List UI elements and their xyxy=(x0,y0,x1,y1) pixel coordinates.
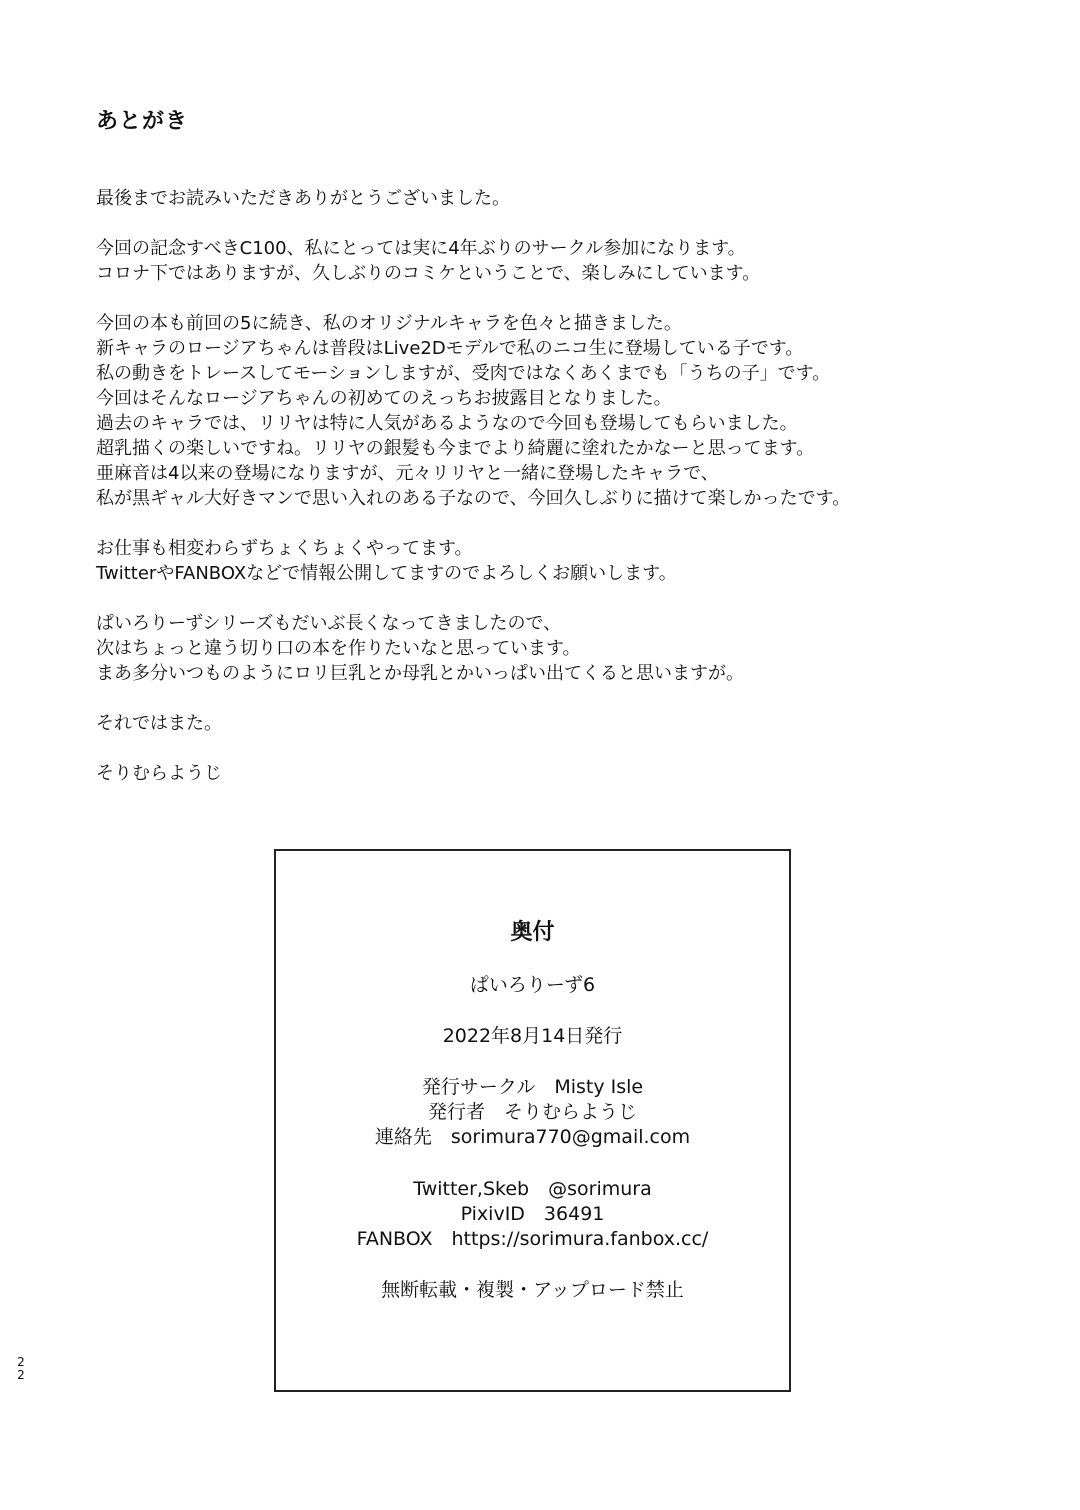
afterword-section xyxy=(96,106,1056,811)
text-line: 私が黒ギャル大好きマンで思い入れのある子なので、今回久しぶりに描けて楽しかったです。 xyxy=(96,488,851,509)
paragraph xyxy=(96,311,1056,511)
paragraph xyxy=(96,536,1056,586)
text-line: 今回の本も前回の5に続き、私のオリジナルキャラを色々と描きました。 xyxy=(96,313,682,334)
colophon-notice-group xyxy=(276,1278,789,1303)
colophon-book-group xyxy=(276,973,789,998)
text-line: 次はちょっと違う切り口の本を作りたいなと思っています。 xyxy=(96,638,581,659)
text-line: まあ多分いつものようにロリ巨乳とか母乳とかいっぱい出てくると思いますが。 xyxy=(96,663,744,684)
colophon-date-group xyxy=(276,1024,789,1049)
text-line: 新キャラのロージアちゃんは普段はLive2Dモデルで私のニコ生に登場している子です。 xyxy=(96,338,804,359)
page-number-digit: 2 xyxy=(17,1355,25,1369)
book-title: ぱいろりーず6 xyxy=(469,974,596,996)
text-line: 亜麻音は4以来の登場になりますが、元々リリヤと一緒に登場したキャラで、 xyxy=(96,463,719,484)
paragraph xyxy=(96,611,1056,686)
text-line: 超乳描くの楽しいですね。リリヤの銀髪も今までより綺麗に塗れたかなーと思ってます。 xyxy=(96,438,815,459)
text-line: TwitterやFANBOXなどで情報公開してますのでよろしくお願いします。 xyxy=(96,563,677,584)
page-number-digit: 2 xyxy=(17,1368,25,1382)
publish-date: 2022年8月14日発行 xyxy=(442,1025,623,1047)
paragraph xyxy=(96,186,1056,211)
text-line: 最後までお読みいただきありがとうございました。 xyxy=(96,188,510,209)
afterword-title: あとがき xyxy=(96,109,189,134)
contact-email: 連絡先 sorimura770@gmail.com xyxy=(374,1126,691,1148)
paragraph xyxy=(96,236,1056,286)
colophon-title: 奥付 xyxy=(510,920,555,945)
paragraph xyxy=(96,711,1056,736)
fanbox-url: FANBOX https://sorimura.fanbox.cc/ xyxy=(356,1228,709,1250)
text-line: お仕事も相変わらずちょくちょくやってます。 xyxy=(96,538,473,559)
text-line: 今回の記念すべきC100、私にとっては実に4年ぶりのサークル参加になります。 xyxy=(96,238,746,259)
text-line: 過去のキャラでは、リリヤは特に人気があるようなので今回も登場してもらいました。 xyxy=(96,413,798,434)
pixiv-id: PixivID 36491 xyxy=(460,1203,605,1225)
copyright-notice: 無断転載・複製・アップロード禁止 xyxy=(381,1279,684,1301)
text-line: コロナ下ではありますが、久しぶりのコミケということで、楽しみにしています。 xyxy=(96,263,761,284)
text-line: 今回はそんなロージアちゃんの初めてのえっちお披露目となりました。 xyxy=(96,388,672,409)
text-line: それではまた。 xyxy=(96,713,222,734)
author-signature: そりむらようじ xyxy=(96,763,222,784)
twitter-handle: Twitter,Skeb @sorimura xyxy=(413,1178,652,1200)
signature-paragraph xyxy=(96,761,1056,786)
publisher-name: 発行者 そりむらようじ xyxy=(427,1101,637,1123)
circle-name: 発行サークル Misty Isle xyxy=(421,1076,644,1098)
text-line: 私の動きをトレースしてモーションしますが、受肉ではなくあくまでも「うちの子」です。 xyxy=(96,363,831,384)
colophon-links-group xyxy=(276,1177,789,1252)
colophon-publisher-group xyxy=(276,1075,789,1150)
colophon-box xyxy=(274,849,791,1392)
text-line: ぱいろりーずシリーズもだいぶ長くなってきましたので、 xyxy=(96,613,562,634)
page-number xyxy=(16,1356,26,1382)
